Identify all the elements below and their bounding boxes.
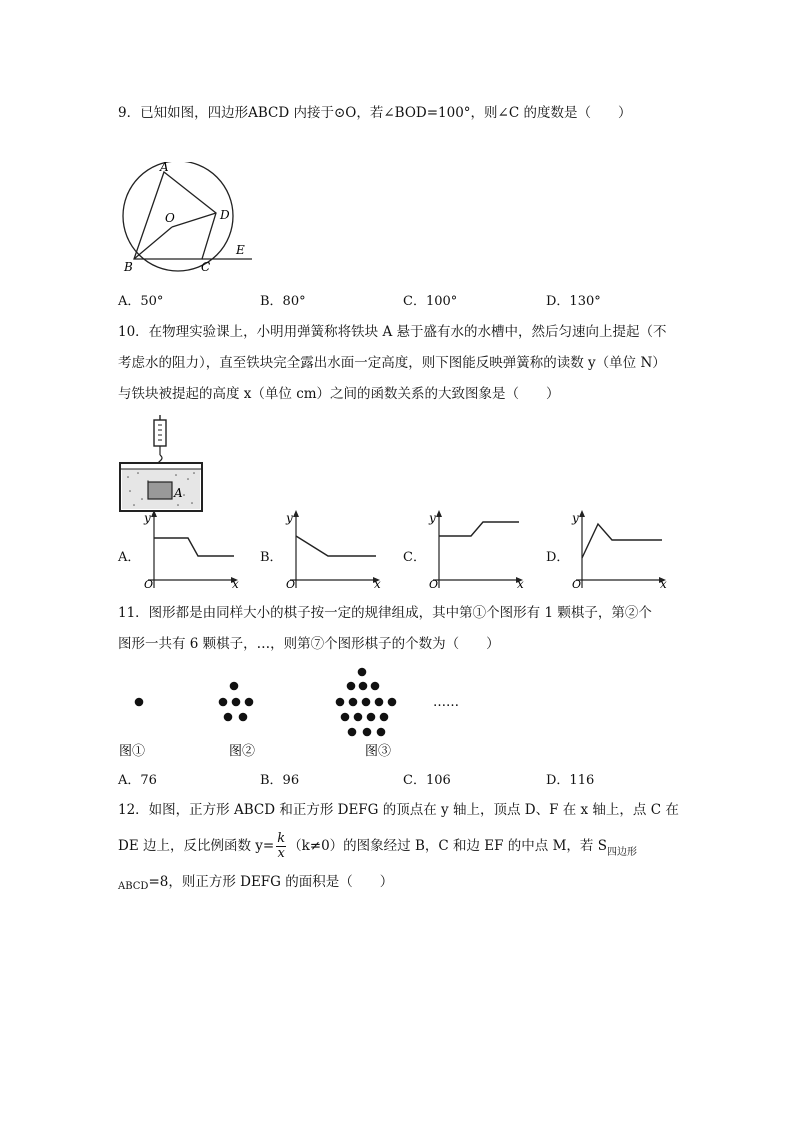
piece — [371, 682, 380, 691]
piece — [224, 713, 233, 722]
q10-line1: 10．在物理实验课上，小明用弹簧称将铁块 A 悬于盛有水的水槽中，然后匀速向上提起（不 — [118, 324, 667, 340]
piece — [135, 698, 144, 707]
q10-graph-c[interactable] — [425, 508, 525, 588]
q10-graph-label-a[interactable]: A． — [118, 550, 141, 565]
iron-block — [148, 482, 172, 499]
q11-option-c[interactable]: C．106 — [403, 773, 451, 788]
q12-subscript-quad: 四边形 — [606, 847, 637, 858]
fig-label-2: 图② — [229, 744, 256, 759]
q12-line2-b: （k≠0）的图象经过 B，C 和边 EF 的中点 M，若 S — [288, 838, 607, 854]
piece — [359, 682, 368, 691]
graph-c-curve — [439, 522, 519, 536]
q9-option-a[interactable]: A．50° — [118, 294, 164, 309]
q12-subscript-abcd: ABCD — [118, 881, 149, 892]
svg-text:y: y — [572, 511, 579, 525]
fig-label-3: 图③ — [365, 744, 392, 759]
graph-b-curve — [296, 536, 376, 556]
label-d: D — [220, 208, 230, 222]
piece — [367, 713, 376, 722]
q9-option-b[interactable]: B．80° — [260, 294, 306, 309]
piece — [239, 713, 248, 722]
piece — [232, 698, 241, 707]
piece — [362, 698, 371, 707]
pattern-ellipsis: …… — [433, 695, 459, 710]
q12-line3: $_{ABCD}$=8，则正方形 DEFG 的面积是（ ） — [118, 874, 394, 892]
q11-option-d[interactable]: D．116 — [546, 773, 595, 788]
graph-a-curve — [154, 538, 234, 556]
label-c: C — [201, 260, 211, 274]
q9-text: 9．已知如图，四边形ABCD 内接于⊙O，若∠BOD=100°，则∠C 的度数是（ ） — [118, 105, 632, 121]
spring-scale — [154, 420, 166, 446]
q11-line1: 11．图形都是由同样大小的棋子按一定的规律组成，其中第①个图形有 1 颗棋子，第②个 — [118, 605, 652, 621]
q10-line3: 与铁块被提起的高度 x（单位 cm）之间的函数关系的大致图象是（ ） — [118, 386, 560, 402]
piece — [245, 698, 254, 707]
label-o: O — [165, 211, 175, 225]
svg-text:x: x — [232, 577, 239, 588]
q12-line2-a: DE 边上，反比例函数 y= — [118, 838, 275, 854]
svg-text:O: O — [286, 578, 296, 588]
piece — [219, 698, 228, 707]
svg-text:y: y — [144, 511, 151, 525]
piece — [380, 713, 389, 722]
piece — [347, 682, 356, 691]
q9-circle-figure — [112, 162, 262, 282]
piece — [349, 698, 358, 707]
piece — [348, 728, 357, 737]
label-b: B — [124, 260, 133, 274]
q10-tank-figure — [118, 415, 208, 515]
svg-text:y: y — [429, 511, 436, 525]
svg-text:x: x — [660, 577, 667, 588]
q10-graph-label-b[interactable]: B． — [260, 550, 283, 565]
svg-text:x: x — [517, 577, 524, 588]
segment-od — [172, 213, 216, 227]
label-a: A — [160, 162, 169, 174]
q9-option-c[interactable]: C．100° — [403, 294, 458, 309]
piece — [388, 698, 397, 707]
q10-line2: 考虑水的阻力），直至铁块完全露出水面一定高度，则下图能反映弹簧称的读数 y（单位 N） — [118, 355, 666, 371]
q11-option-a[interactable]: A．76 — [118, 773, 157, 788]
svg-text:x: x — [374, 577, 381, 588]
fig-label-1: 图① — [119, 744, 146, 759]
quadrilateral-abcd — [134, 172, 216, 259]
q11-line2: 图形一共有 6 颗棋子，…，则第⑦个图形棋子的个数为（ ） — [118, 636, 500, 652]
piece — [377, 728, 386, 737]
q9-option-d[interactable]: D．130° — [546, 294, 601, 309]
q10-graph-d[interactable] — [568, 508, 668, 588]
q11-pattern-figure — [115, 662, 475, 762]
q10-graph-b[interactable] — [282, 508, 382, 588]
q10-graph-label-c[interactable]: C． — [403, 550, 426, 565]
piece — [358, 668, 367, 677]
svg-text:O: O — [429, 578, 439, 588]
q10-graph-label-d[interactable]: D． — [546, 550, 570, 565]
piece — [230, 682, 239, 691]
svg-text:O: O — [572, 578, 582, 588]
svg-text:O: O — [144, 578, 154, 588]
piece — [341, 713, 350, 722]
label-e: E — [236, 243, 245, 257]
q12-line2 — [118, 828, 637, 866]
piece — [354, 713, 363, 722]
q11-option-b[interactable]: B．96 — [260, 773, 300, 788]
block-label: A — [174, 486, 183, 500]
piece — [375, 698, 384, 707]
piece — [336, 698, 345, 707]
q10-graph-a[interactable] — [140, 508, 240, 588]
q12-line1: 12．如图，正方形 ABCD 和正方形 DEFG 的顶点在 y 轴上，顶点 D、F 在 x 轴上，点 C 在 — [118, 802, 679, 818]
piece — [363, 728, 372, 737]
svg-text:y: y — [286, 511, 293, 525]
inverse-function-fraction: $\frac{k}{x}$ — [277, 831, 286, 861]
graph-d-curve — [582, 524, 662, 558]
